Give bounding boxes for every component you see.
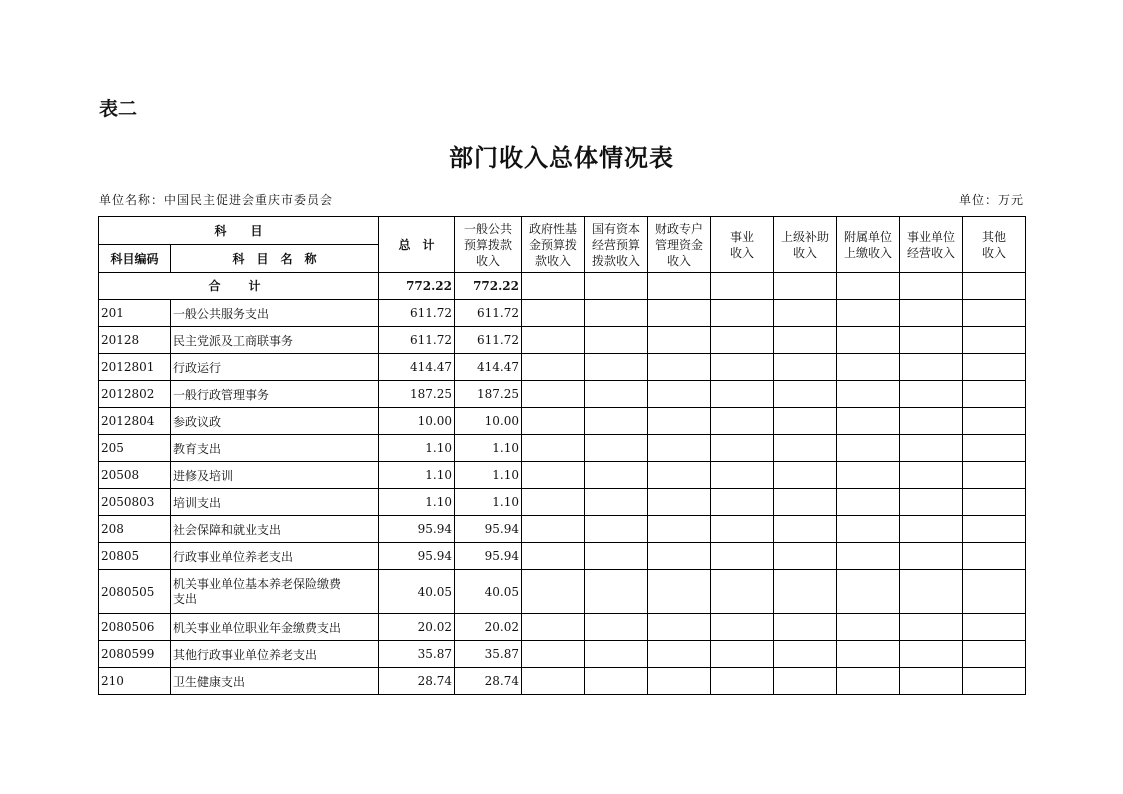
- empty-cell: [648, 462, 711, 489]
- empty-cell: [711, 641, 774, 668]
- header-other-income: [963, 217, 1026, 273]
- empty-cell: [711, 516, 774, 543]
- header-row-1: [99, 217, 1026, 245]
- header-affiliated-units: [837, 217, 900, 273]
- row-code: 20128: [99, 327, 171, 354]
- empty-cell: [774, 327, 837, 354]
- empty-cell: [774, 668, 837, 695]
- empty-cell: [774, 435, 837, 462]
- empty-cell: [648, 489, 711, 516]
- empty-cell: [837, 570, 900, 614]
- empty-cell: [648, 570, 711, 614]
- row-general: 28.74: [455, 668, 522, 695]
- header-line: 收入: [982, 245, 1007, 260]
- empty-cell: [585, 300, 648, 327]
- empty-cell: [648, 327, 711, 354]
- row-name: 行政运行: [171, 354, 379, 381]
- header-line: 经营收入: [907, 245, 956, 260]
- empty-cell: [963, 570, 1026, 614]
- empty-cell: [963, 273, 1026, 300]
- table-row: [99, 300, 1026, 327]
- row-total: 611.72: [379, 300, 455, 327]
- empty-cell: [774, 614, 837, 641]
- empty-cell: [648, 641, 711, 668]
- empty-cell: [963, 462, 1026, 489]
- empty-cell: [585, 327, 648, 354]
- empty-cell: [837, 516, 900, 543]
- header-line: 经营预算: [592, 237, 641, 252]
- row-name: 机关事业单位职业年金缴费支出: [171, 614, 379, 641]
- row-code: 2080506: [99, 614, 171, 641]
- empty-cell: [522, 543, 585, 570]
- empty-cell: [900, 327, 963, 354]
- empty-cell: [837, 435, 900, 462]
- empty-cell: [837, 489, 900, 516]
- row-total: 20.02: [379, 614, 455, 641]
- empty-cell: [522, 381, 585, 408]
- row-general: 10.00: [455, 408, 522, 435]
- table-row: [99, 570, 1026, 614]
- empty-cell: [900, 668, 963, 695]
- table-row: [99, 354, 1026, 381]
- empty-cell: [522, 668, 585, 695]
- empty-cell: [585, 489, 648, 516]
- empty-cell: [711, 462, 774, 489]
- empty-cell: [522, 489, 585, 516]
- row-name: 一般公共服务支出: [171, 300, 379, 327]
- row-name: [171, 570, 379, 614]
- header-gov-fund: [522, 217, 585, 273]
- row-name: 其他行政事业单位养老支出: [171, 641, 379, 668]
- empty-cell: [900, 273, 963, 300]
- empty-cell: [837, 354, 900, 381]
- row-total: 95.94: [379, 543, 455, 570]
- empty-cell: [774, 516, 837, 543]
- row-code: 2080505: [99, 570, 171, 614]
- empty-cell: [900, 543, 963, 570]
- empty-cell: [900, 516, 963, 543]
- header-line: 收入: [793, 245, 818, 260]
- empty-cell: [963, 543, 1026, 570]
- empty-cell: [900, 489, 963, 516]
- row-code: 210: [99, 668, 171, 695]
- header-subject-group: 科 目: [99, 217, 379, 245]
- header-line: 事业单位: [907, 229, 956, 244]
- header-state-capital: [585, 217, 648, 273]
- row-name: 民主党派及工商联事务: [171, 327, 379, 354]
- empty-cell: [585, 381, 648, 408]
- header-line: 财政专户: [655, 221, 704, 236]
- header-business-income: [711, 217, 774, 273]
- empty-cell: [648, 668, 711, 695]
- page-title: 部门收入总体情况表: [449, 144, 674, 172]
- unit-currency: 单位：万元: [958, 193, 1024, 207]
- empty-cell: [585, 668, 648, 695]
- header-line: 收入: [476, 253, 501, 268]
- empty-cell: [900, 300, 963, 327]
- empty-cell: [711, 668, 774, 695]
- empty-cell: [522, 614, 585, 641]
- row-general: 1.10: [455, 489, 522, 516]
- empty-cell: [774, 300, 837, 327]
- row-name: 培训支出: [171, 489, 379, 516]
- empty-cell: [648, 381, 711, 408]
- empty-cell: [522, 435, 585, 462]
- empty-cell: [900, 570, 963, 614]
- empty-cell: [522, 273, 585, 300]
- row-name-line: 支出: [173, 591, 198, 606]
- row-general: 20.02: [455, 614, 522, 641]
- empty-cell: [711, 300, 774, 327]
- empty-cell: [837, 300, 900, 327]
- empty-cell: [648, 543, 711, 570]
- empty-cell: [585, 543, 648, 570]
- empty-cell: [522, 327, 585, 354]
- header-line: 事业: [730, 229, 755, 244]
- empty-cell: [711, 570, 774, 614]
- row-general: 611.72: [455, 300, 522, 327]
- empty-cell: [963, 435, 1026, 462]
- row-general: 611.72: [455, 327, 522, 354]
- empty-cell: [585, 435, 648, 462]
- row-general: 414.47: [455, 354, 522, 381]
- empty-cell: [648, 614, 711, 641]
- empty-cell: [963, 354, 1026, 381]
- empty-cell: [837, 641, 900, 668]
- header-line: 管理资金: [655, 237, 704, 252]
- empty-cell: [774, 408, 837, 435]
- row-code: 2050803: [99, 489, 171, 516]
- empty-cell: [900, 641, 963, 668]
- empty-cell: [774, 641, 837, 668]
- empty-cell: [900, 614, 963, 641]
- empty-cell: [585, 516, 648, 543]
- empty-cell: [585, 614, 648, 641]
- empty-cell: [900, 381, 963, 408]
- row-code: 20805: [99, 543, 171, 570]
- empty-cell: [837, 462, 900, 489]
- empty-cell: [648, 300, 711, 327]
- empty-cell: [837, 614, 900, 641]
- row-name: 教育支出: [171, 435, 379, 462]
- empty-cell: [900, 354, 963, 381]
- empty-cell: [522, 641, 585, 668]
- empty-cell: [837, 543, 900, 570]
- header-line: 附属单位: [844, 229, 893, 244]
- row-total: 414.47: [379, 354, 455, 381]
- row-total: 95.94: [379, 516, 455, 543]
- header-subject-code: 科目编码: [99, 245, 171, 273]
- header-line: 其他: [982, 229, 1007, 244]
- empty-cell: [522, 570, 585, 614]
- table-row: [99, 381, 1026, 408]
- header-superior-subsidy: [774, 217, 837, 273]
- empty-cell: [837, 327, 900, 354]
- empty-cell: [711, 354, 774, 381]
- table-row: [99, 435, 1026, 462]
- empty-cell: [711, 435, 774, 462]
- empty-cell: [585, 273, 648, 300]
- empty-cell: [900, 462, 963, 489]
- empty-cell: [774, 462, 837, 489]
- total-value: 772.22: [379, 273, 455, 300]
- empty-cell: [585, 408, 648, 435]
- header-line: 预算拨款: [464, 237, 513, 252]
- empty-cell: [837, 273, 900, 300]
- row-code: 201: [99, 300, 171, 327]
- header-line: 上级补助: [781, 229, 830, 244]
- empty-cell: [963, 614, 1026, 641]
- empty-cell: [522, 408, 585, 435]
- table-row: [99, 543, 1026, 570]
- empty-cell: [711, 489, 774, 516]
- empty-cell: [963, 516, 1026, 543]
- row-total: 1.10: [379, 435, 455, 462]
- row-general: 187.25: [455, 381, 522, 408]
- table-row: [99, 327, 1026, 354]
- empty-cell: [711, 614, 774, 641]
- row-code: 2080599: [99, 641, 171, 668]
- row-total: 1.10: [379, 462, 455, 489]
- row-general: 95.94: [455, 516, 522, 543]
- row-total: 35.87: [379, 641, 455, 668]
- row-general: 95.94: [455, 543, 522, 570]
- total-label: 合 计: [99, 273, 379, 300]
- empty-cell: [963, 489, 1026, 516]
- empty-cell: [774, 489, 837, 516]
- empty-cell: [711, 327, 774, 354]
- row-total: 10.00: [379, 408, 455, 435]
- row-code: 2012801: [99, 354, 171, 381]
- empty-cell: [774, 354, 837, 381]
- empty-cell: [648, 273, 711, 300]
- header-general-budget: [455, 217, 522, 273]
- empty-cell: [648, 516, 711, 543]
- table-row: [99, 668, 1026, 695]
- header-line: 一般公共: [464, 221, 513, 236]
- empty-cell: [522, 462, 585, 489]
- table-row: [99, 641, 1026, 668]
- row-code: 20508: [99, 462, 171, 489]
- table-row: [99, 462, 1026, 489]
- empty-cell: [711, 408, 774, 435]
- row-general: 40.05: [455, 570, 522, 614]
- empty-cell: [963, 327, 1026, 354]
- row-total: 187.25: [379, 381, 455, 408]
- empty-cell: [963, 381, 1026, 408]
- header-fiscal-special: [648, 217, 711, 273]
- unit-name: 单位名称：中国民主促进会重庆市委员会: [99, 193, 334, 207]
- empty-cell: [585, 462, 648, 489]
- empty-cell: [522, 354, 585, 381]
- row-name: 进修及培训: [171, 462, 379, 489]
- header-line: 收入: [667, 253, 692, 268]
- header-business-operating: [900, 217, 963, 273]
- empty-cell: [774, 543, 837, 570]
- empty-cell: [774, 381, 837, 408]
- empty-cell: [837, 408, 900, 435]
- row-name: 卫生健康支出: [171, 668, 379, 695]
- row-code: 205: [99, 435, 171, 462]
- empty-cell: [711, 381, 774, 408]
- table-row: [99, 408, 1026, 435]
- empty-cell: [648, 354, 711, 381]
- row-general: 1.10: [455, 462, 522, 489]
- row-code: 208: [99, 516, 171, 543]
- header-line: 上缴收入: [844, 245, 893, 260]
- empty-cell: [963, 408, 1026, 435]
- table-row: [99, 489, 1026, 516]
- income-table: [98, 216, 1026, 695]
- empty-cell: [585, 354, 648, 381]
- empty-cell: [963, 300, 1026, 327]
- row-name: 社会保障和就业支出: [171, 516, 379, 543]
- empty-cell: [837, 668, 900, 695]
- row-name-line: 机关事业单位基本养老保险缴费: [173, 576, 342, 591]
- header-line: 金预算拨: [529, 237, 578, 252]
- empty-cell: [648, 435, 711, 462]
- row-total: 611.72: [379, 327, 455, 354]
- row-total: 40.05: [379, 570, 455, 614]
- empty-cell: [837, 381, 900, 408]
- header-line: 收入: [730, 245, 755, 260]
- total-row: [99, 273, 1026, 300]
- header-line: 款收入: [535, 253, 572, 268]
- header-total: 总 计: [379, 217, 455, 273]
- row-name: 一般行政管理事务: [171, 381, 379, 408]
- row-total: 1.10: [379, 489, 455, 516]
- empty-cell: [711, 273, 774, 300]
- row-name: 行政事业单位养老支出: [171, 543, 379, 570]
- empty-cell: [774, 570, 837, 614]
- row-code: 2012804: [99, 408, 171, 435]
- empty-cell: [522, 300, 585, 327]
- empty-cell: [900, 408, 963, 435]
- table-row: [99, 614, 1026, 641]
- empty-cell: [711, 543, 774, 570]
- row-code: 2012802: [99, 381, 171, 408]
- row-name: 参政议政: [171, 408, 379, 435]
- row-general: 1.10: [455, 435, 522, 462]
- empty-cell: [900, 435, 963, 462]
- table-row: [99, 516, 1026, 543]
- empty-cell: [963, 641, 1026, 668]
- total-general-value: 772.22: [455, 273, 522, 300]
- empty-cell: [585, 641, 648, 668]
- empty-cell: [774, 273, 837, 300]
- empty-cell: [522, 516, 585, 543]
- header-line: 国有资本: [592, 221, 641, 236]
- header-line: 拨款收入: [592, 253, 641, 268]
- row-general: 35.87: [455, 641, 522, 668]
- table-number: 表二: [99, 98, 138, 120]
- row-total: 28.74: [379, 668, 455, 695]
- empty-cell: [648, 408, 711, 435]
- header-subject-name: 科 目 名 称: [171, 245, 379, 273]
- empty-cell: [963, 668, 1026, 695]
- empty-cell: [585, 570, 648, 614]
- header-line: 政府性基: [529, 221, 578, 236]
